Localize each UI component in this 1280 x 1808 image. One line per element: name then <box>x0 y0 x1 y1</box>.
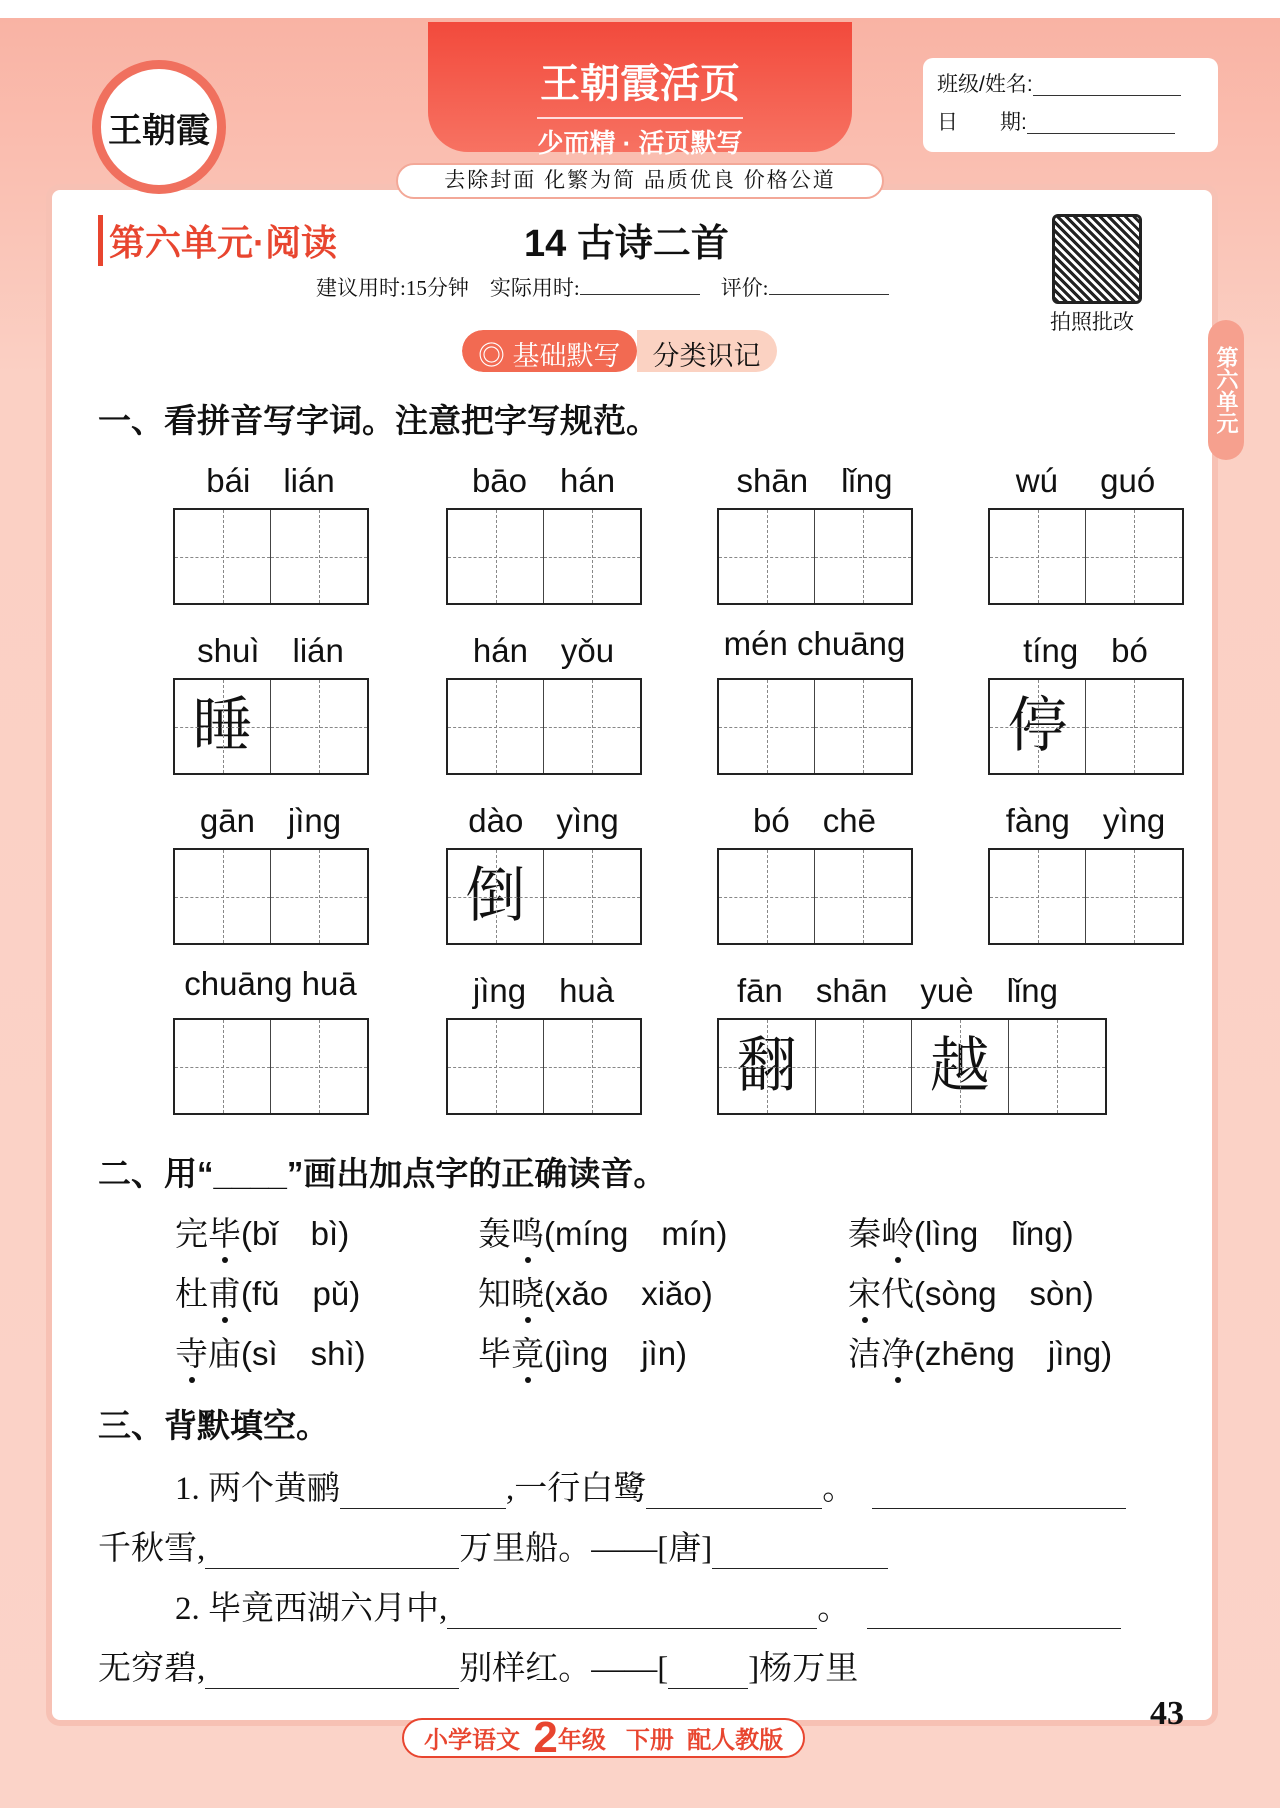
lesson-title: 14 古诗二首 <box>524 223 729 265</box>
writing-cell[interactable] <box>271 680 367 773</box>
writing-cell[interactable] <box>175 1020 271 1113</box>
pinyin-label: tíng bó <box>1023 632 1148 669</box>
blank[interactable] <box>668 1659 748 1689</box>
writing-grid[interactable] <box>446 1018 642 1115</box>
pinyin-label: jìng huà <box>472 972 615 1009</box>
pronunciation-item <box>848 1208 1074 1255</box>
unit-title: 第六单元·阅读 <box>98 215 337 266</box>
blank[interactable] <box>205 1539 459 1569</box>
word-char: 杜 <box>175 1274 208 1313</box>
writing-cell[interactable] <box>719 510 815 603</box>
brand-banner <box>428 22 852 158</box>
pinyin-label: gān jìng <box>199 802 342 839</box>
writing-grid[interactable] <box>717 848 913 945</box>
name-label: 班级/姓名: <box>937 73 1033 96</box>
rating-field[interactable] <box>769 275 889 295</box>
pinyin-options[interactable]: (bǐ bì) <box>241 1215 350 1252</box>
tab-classified-memory[interactable]: 分类识记 <box>637 330 777 372</box>
fill-line-3: 2. 毕竟西湖六月中, 。 <box>175 1582 1121 1629</box>
writing-grid[interactable] <box>717 1018 1107 1115</box>
publisher-logo: 王朝霞 <box>92 60 226 194</box>
writing-cell[interactable] <box>271 1020 367 1113</box>
qr-code[interactable] <box>1052 214 1142 304</box>
pinyin-label: wú guó <box>1015 462 1156 499</box>
word-char: 寺 <box>175 1334 208 1373</box>
writing-grid[interactable] <box>988 508 1184 605</box>
section2-heading: 二、用“____”画出加点字的正确读音。 <box>98 1155 667 1192</box>
pronunciation-item <box>848 1268 1094 1315</box>
writing-grid[interactable] <box>173 1018 369 1115</box>
word-char: 轰 <box>478 1214 511 1253</box>
pinyin-options[interactable]: (lìng lǐng) <box>914 1215 1074 1252</box>
writing-grid[interactable] <box>717 508 913 605</box>
writing-cell[interactable] <box>1086 850 1182 943</box>
pinyin-label: fān shān yuè lǐng <box>737 972 1059 1009</box>
writing-grid[interactable] <box>988 678 1184 775</box>
writing-cell[interactable] <box>175 850 271 943</box>
writing-cell[interactable] <box>544 510 640 603</box>
writing-cell[interactable] <box>271 510 367 603</box>
pinyin-options[interactable]: (sòng sòn) <box>914 1275 1094 1312</box>
pinyin-label: shuì lián <box>197 632 344 669</box>
word-char: 鸣 <box>511 1214 544 1253</box>
writing-grid[interactable] <box>173 508 369 605</box>
word-char: 完 <box>175 1214 208 1253</box>
writing-cell[interactable] <box>1086 510 1182 603</box>
blank[interactable] <box>646 1479 822 1509</box>
word-char: 岭 <box>881 1214 914 1253</box>
writing-grid[interactable] <box>446 848 642 945</box>
footer-badge: 小学语文 2年级 下册 配人教版 <box>402 1718 805 1758</box>
pinyin-options[interactable]: (fǔ pǔ) <box>241 1275 361 1312</box>
writing-grid[interactable] <box>988 848 1184 945</box>
writing-cell[interactable] <box>719 850 815 943</box>
pinyin-label: hán yǒu <box>472 632 615 669</box>
writing-cell[interactable] <box>815 680 911 773</box>
writing-cell[interactable] <box>271 850 367 943</box>
writing-grid[interactable] <box>173 678 369 775</box>
writing-cell[interactable] <box>448 510 544 603</box>
date-field[interactable] <box>1027 112 1175 134</box>
actual-time-field[interactable] <box>580 275 700 295</box>
writing-cell[interactable]: 翻 <box>719 1020 816 1113</box>
writing-grid[interactable] <box>446 678 642 775</box>
pinyin-label: shān lǐng <box>736 462 893 499</box>
pronunciation-item <box>478 1208 727 1255</box>
word-char: 秦 <box>848 1214 881 1253</box>
blank[interactable] <box>712 1539 888 1569</box>
writing-cell[interactable] <box>448 680 544 773</box>
writing-cell[interactable] <box>544 850 640 943</box>
word-char: 竟 <box>511 1334 544 1373</box>
writing-cell[interactable]: 睡 <box>175 680 271 773</box>
blank[interactable] <box>867 1599 1121 1629</box>
pronunciation-item <box>478 1328 687 1375</box>
pinyin-label: mén chuāng <box>723 625 906 662</box>
word-char: 净 <box>881 1334 914 1373</box>
section-tabs <box>462 330 777 372</box>
blank[interactable] <box>340 1479 506 1509</box>
writing-cell[interactable] <box>448 1020 544 1113</box>
word-char: 庙 <box>208 1334 241 1373</box>
writing-grid[interactable] <box>446 508 642 605</box>
brand-tagline: 少而精 · 活页默写 <box>537 117 742 160</box>
time-info: 建议用时:15分钟 实际用时: 评价: <box>316 272 889 302</box>
section1-heading: 一、看拼音写字词。注意把字写规范。 <box>98 402 659 439</box>
writing-cell[interactable] <box>990 510 1086 603</box>
writing-cell[interactable]: 停 <box>990 680 1086 773</box>
fill-line-1: 1. 两个黄鹂 ,一行白鹭 。 <box>175 1462 1126 1509</box>
pinyin-label: bó chē <box>753 802 876 839</box>
word-char: 代 <box>881 1274 914 1313</box>
name-field[interactable] <box>1033 74 1181 96</box>
writing-cell[interactable] <box>1086 680 1182 773</box>
pinyin-label: bái lián <box>206 462 335 499</box>
fill-line-4: 无穷碧, 别样红。——[ ]杨万里 <box>98 1651 859 1687</box>
pronunciation-item <box>175 1208 349 1255</box>
word-char: 洁 <box>848 1334 881 1373</box>
qr-label: 拍照批改 <box>1050 311 1134 334</box>
blank[interactable] <box>872 1479 1126 1509</box>
writing-cell[interactable] <box>816 1020 913 1113</box>
pronunciation-item <box>848 1328 1112 1375</box>
writing-cell[interactable] <box>544 1020 640 1113</box>
writing-cell[interactable]: 倒 <box>448 850 544 943</box>
writing-cell[interactable] <box>1009 1020 1106 1113</box>
pinyin-options[interactable]: (xǎo xiǎo) <box>544 1275 713 1312</box>
pronunciation-item <box>175 1268 360 1315</box>
pronunciation-item <box>478 1268 713 1315</box>
brand-title: 王朝霞活页 <box>540 62 740 106</box>
blank[interactable] <box>205 1659 459 1689</box>
word-char: 宋 <box>848 1274 881 1313</box>
side-unit-tab: 第六单元 <box>1208 320 1244 460</box>
blank[interactable] <box>447 1599 817 1629</box>
slogan: 去除封面 化繁为简 品质优良 价格公道 <box>396 163 884 199</box>
tab-basic-dictation[interactable]: ◎ 基础默写 <box>462 330 637 372</box>
student-info-box <box>923 58 1218 152</box>
writing-grid[interactable] <box>717 678 913 775</box>
pinyin-options[interactable]: (sì shì) <box>241 1335 366 1372</box>
page-number: 43 <box>1150 1695 1184 1732</box>
word-char: 毕 <box>478 1334 511 1373</box>
pinyin-options[interactable]: (jìng jìn) <box>544 1335 688 1372</box>
writing-cell[interactable] <box>815 850 911 943</box>
pinyin-label: bāo hán <box>471 462 616 499</box>
pinyin-label: dào yìng <box>468 802 619 839</box>
word-char: 毕 <box>208 1214 241 1253</box>
word-char: 晓 <box>511 1274 544 1313</box>
writing-cell[interactable] <box>990 850 1086 943</box>
fill-line-2: 千秋雪, 万里船。——[唐] <box>98 1522 888 1569</box>
writing-cell[interactable]: 越 <box>912 1020 1009 1113</box>
writing-cell[interactable] <box>815 510 911 603</box>
section3-heading: 三、背默填空。 <box>98 1407 329 1444</box>
word-char: 知 <box>478 1274 511 1313</box>
date-label: 日 期: <box>937 111 1027 134</box>
pronunciation-item <box>175 1328 366 1375</box>
writing-grid[interactable] <box>173 848 369 945</box>
writing-cell[interactable] <box>175 510 271 603</box>
writing-cell[interactable] <box>719 680 815 773</box>
word-char: 甫 <box>208 1274 241 1313</box>
pinyin-options[interactable]: (zhēng jìng) <box>914 1335 1113 1372</box>
pinyin-label: chuāng huā <box>184 965 357 1002</box>
pinyin-options[interactable]: (míng mín) <box>544 1215 728 1252</box>
pinyin-label: fàng yìng <box>1005 802 1166 839</box>
writing-cell[interactable] <box>544 680 640 773</box>
